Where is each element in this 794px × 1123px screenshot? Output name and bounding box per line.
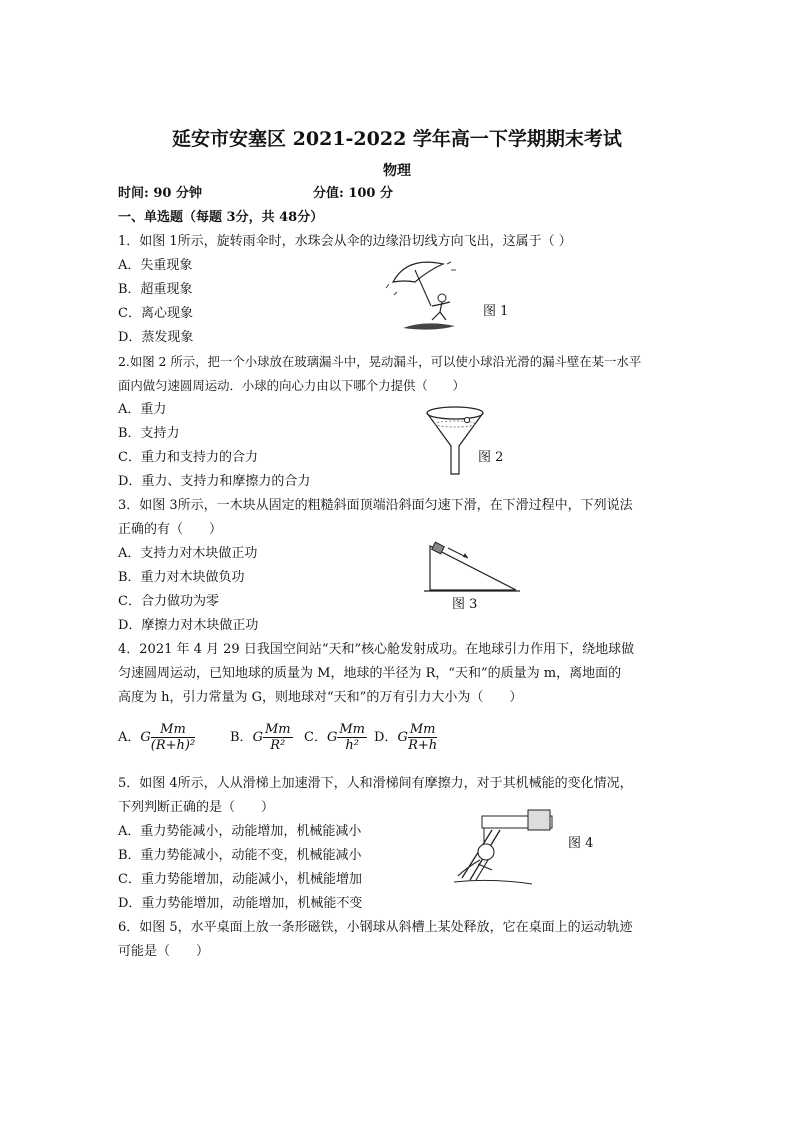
exam-time: 时间: 90 分钟: [118, 186, 202, 201]
q3-option-b: B．重力对木块做负功: [118, 570, 245, 585]
q3-option-c: C．合力做功为零: [118, 594, 219, 609]
incline-figure: [424, 540, 520, 596]
question-2-stem-line2: 面内做匀速圆周运动．小球的向心力由以下哪个力提供（ ）: [118, 378, 465, 393]
q5-option-d: D．重力势能增加，动能增加，机械能不变: [118, 896, 363, 911]
question-1-stem: 1．如图 1所示，旋转雨伞时，水珠会从伞的边缘沿切线方向飞出，这属于（ ）: [118, 234, 572, 249]
q4-option-d: D．G $\frac{Mm}{R+h}$: [374, 722, 438, 753]
figure-3-label: 图 3: [452, 597, 478, 612]
q5-option-a: A．重力势能减小，动能增加，机械能减小: [118, 824, 362, 839]
question-5-stem-line2: 下列判断正确的是（ ）: [118, 800, 275, 815]
q5-option-b: B．重力势能减小，动能不变，机械能减小: [118, 848, 362, 863]
figure-2-label: 图 2: [478, 450, 504, 465]
page-title: 延安市安塞区 2021-2022 学年高一下学期期末考试: [172, 128, 622, 150]
question-2-stem-line1: 2.如图 2 所示，把一个小球放在玻璃漏斗中，晃动漏斗，可以使小球沿光滑的漏斗壁在某一水平: [118, 354, 642, 369]
q1-option-c: C．离心现象: [118, 306, 193, 321]
q4-option-c: C．G $\frac{Mm}{\text{h²}}$: [304, 722, 365, 753]
question-4-stem-line2: 匀速圆周运动，已知地球的质量为 M，地球的半径为 R，“天和”的质量为 m，离地面的: [118, 666, 622, 681]
q4-option-a: A．G $\frac{Mm}{\text{(R+h)²}}$: [118, 722, 196, 753]
question-6-stem-line2: 可能是（ ）: [118, 944, 210, 959]
exam-score: 分值: 100 分: [313, 186, 393, 201]
umbrella-figure: [385, 256, 473, 336]
q2-option-d: D．重力、支持力和摩擦力的合力: [118, 474, 311, 489]
question-4-stem-line3: 高度为 h，引力常量为 G，则地球对“天和”的万有引力大小为（ ）: [118, 690, 523, 705]
q2-option-a: A．重力: [118, 402, 167, 417]
q4-option-b: B．G $\frac{Mm}{\text{R²}}$: [230, 722, 291, 753]
q3-option-a: A．支持力对木块做正功: [118, 546, 258, 561]
q1-option-d: D．蒸发现象: [118, 330, 194, 345]
q2-option-c: C．重力和支持力的合力: [118, 450, 258, 465]
question-3-stem-line1: 3．如图 3所示，一木块从固定的粗糙斜面顶端沿斜面匀速下滑，在下滑过程中，下列说法: [118, 498, 633, 513]
slide-figure: [452, 808, 556, 886]
question-5-stem-line1: 5．如图 4所示，人从滑梯上加速滑下，人和滑梯间有摩擦力，对于其机械能的变化情况，: [118, 776, 633, 791]
question-6-stem-line1: 6．如图 5，水平桌面上放一条形磁铁，小钢球从斜槽上某处释放，它在桌面上的运动轨迹: [118, 920, 633, 935]
figure-1-label: 图 1: [483, 304, 509, 319]
q5-option-c: C．重力势能增加，动能减小，机械能增加: [118, 872, 362, 887]
q2-option-b: B．支持力: [118, 426, 180, 441]
figure-4-label: 图 4: [568, 836, 594, 851]
q1-option-a: A．失重现象: [118, 258, 193, 273]
q1-option-b: B．超重现象: [118, 282, 193, 297]
funnel-figure: [424, 404, 486, 476]
section-heading: 一、单选题（每题 3分，共 48分）: [118, 210, 324, 225]
question-3-stem-line2: 正确的有（ ）: [118, 522, 223, 537]
q3-option-d: D．摩擦力对木块做正功: [118, 618, 259, 633]
question-4-stem-line1: 4．2021 年 4 月 29 日我国空间站“天和”核心舱发射成功。在地球引力作用下，绕地球做: [118, 642, 635, 657]
subject-title: 物理: [383, 163, 411, 179]
